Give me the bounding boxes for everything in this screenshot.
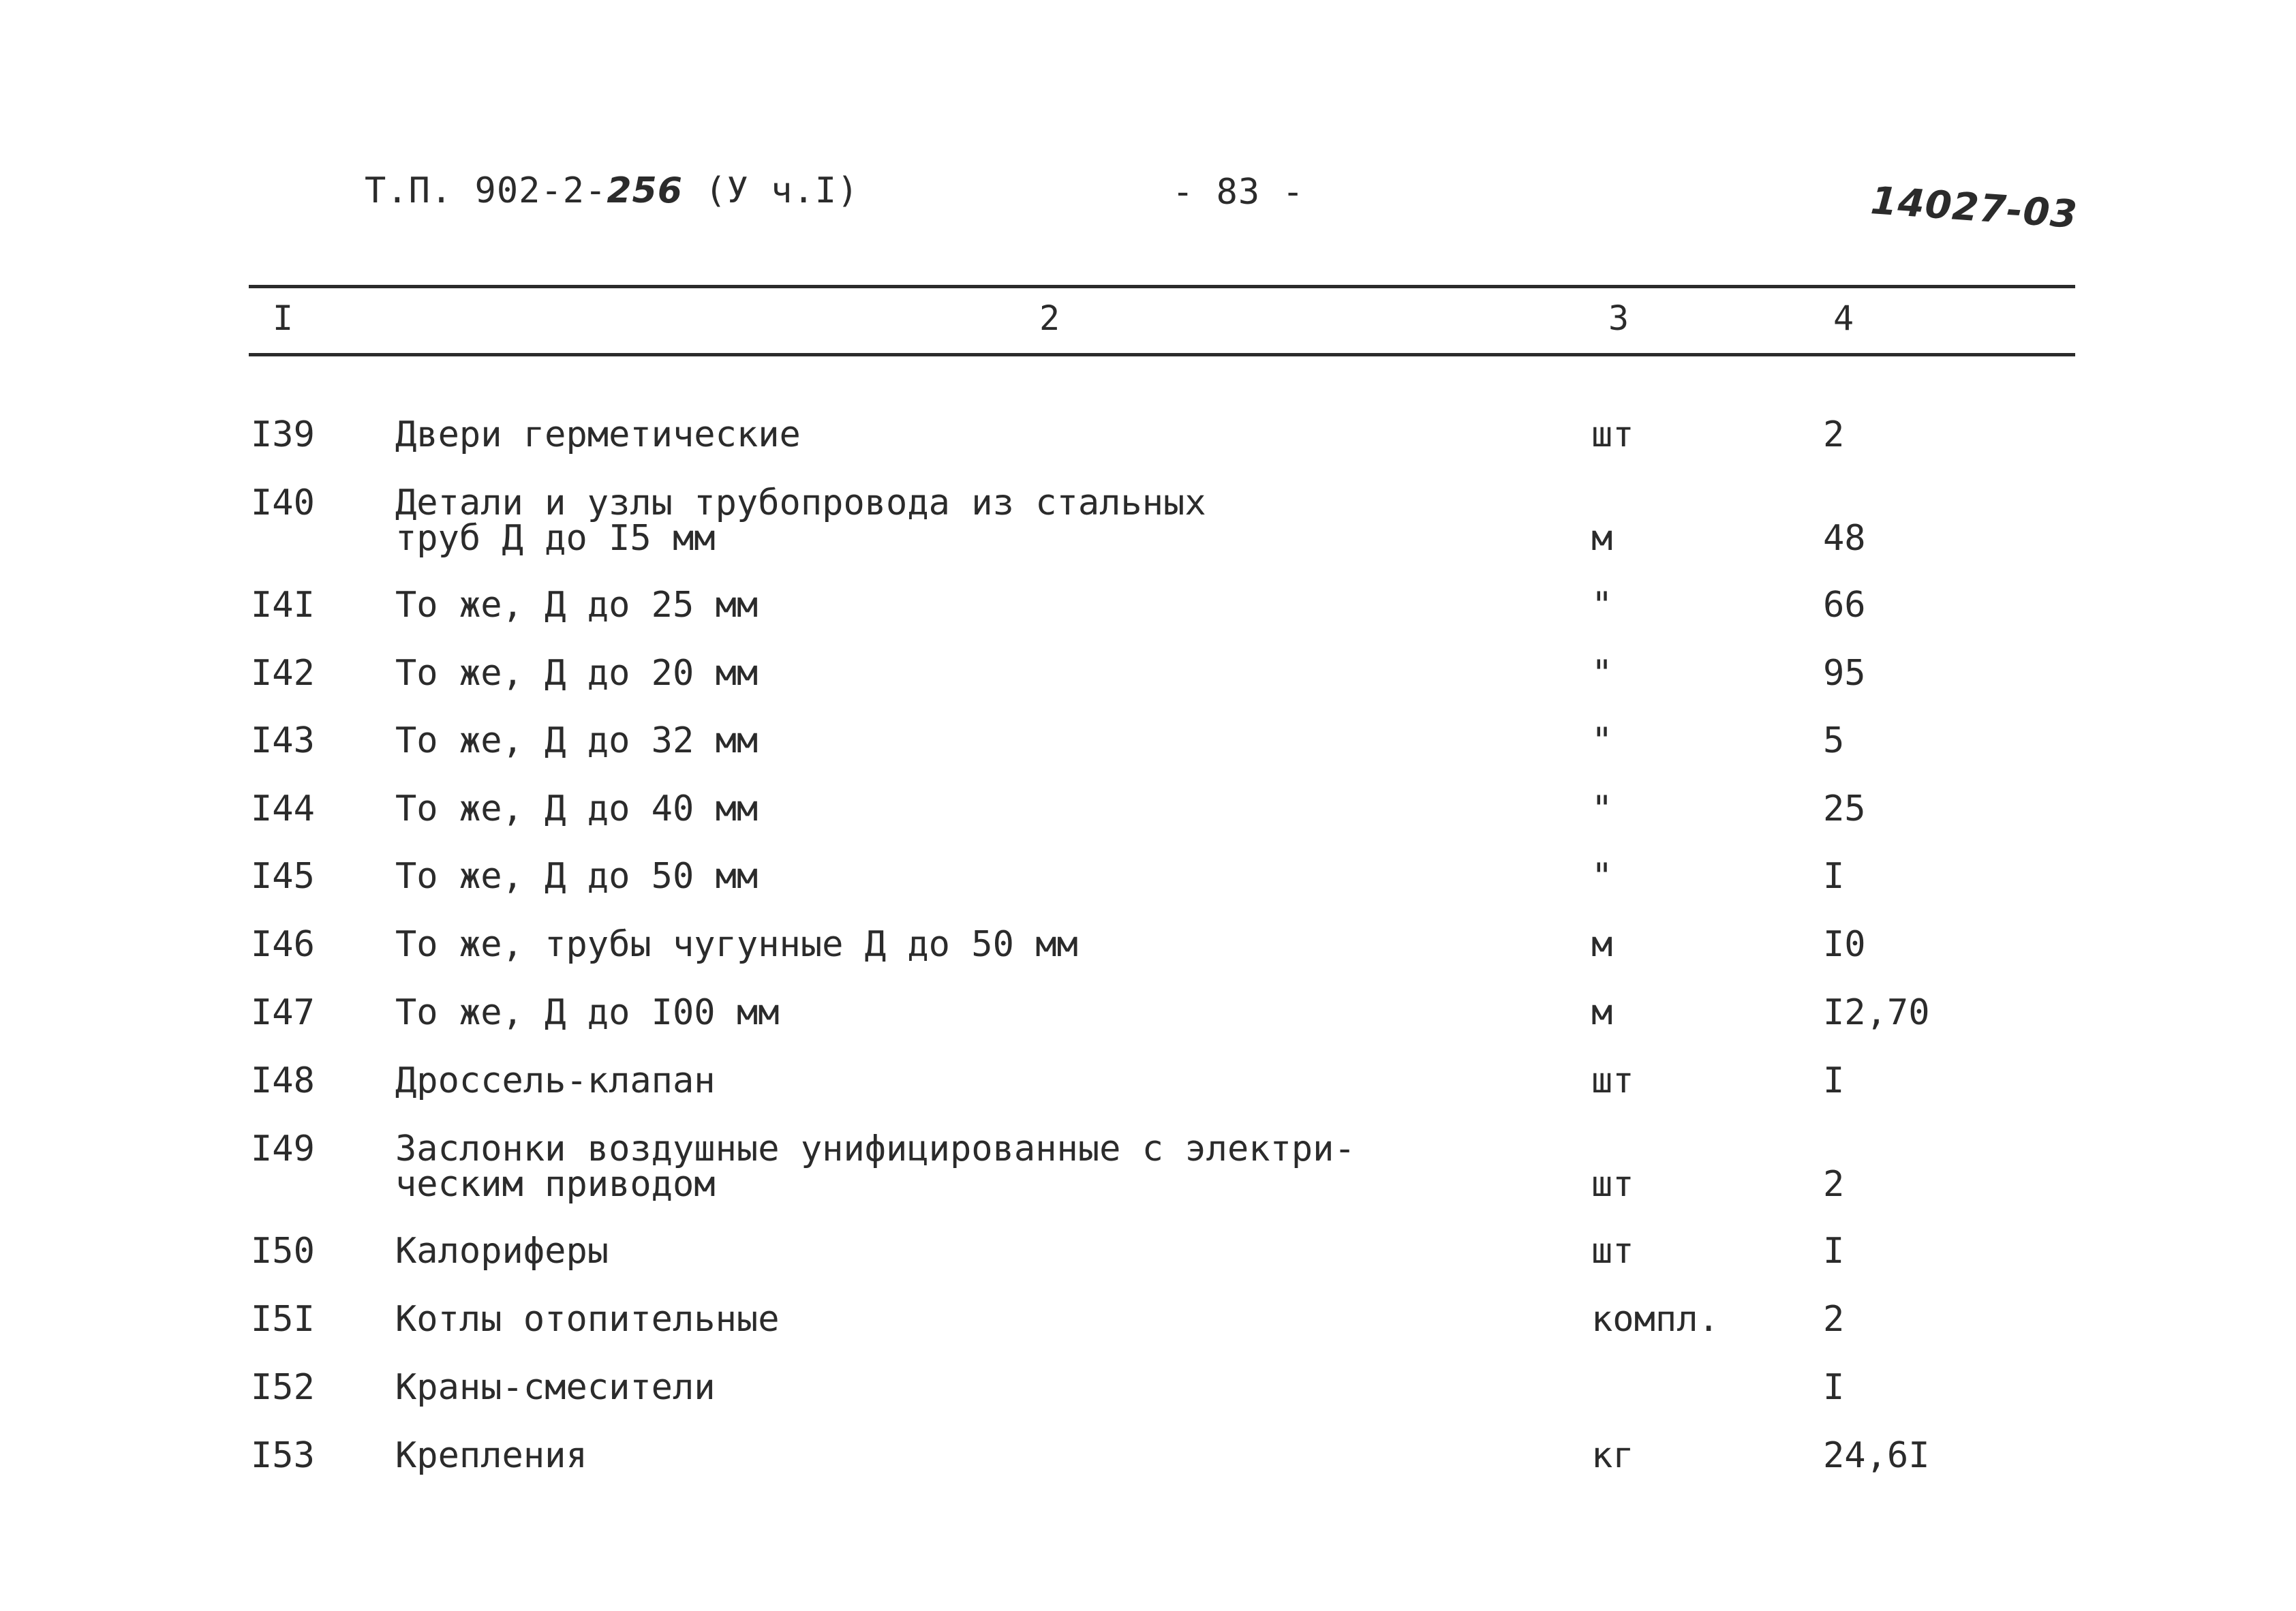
row-unit: кг <box>1591 1435 1634 1476</box>
table-top-rule <box>249 285 2075 288</box>
document-designation <box>365 170 859 211</box>
row-number: I46 <box>251 924 315 965</box>
row-number: I42 <box>251 653 315 694</box>
row-name: То же, Д до 32 мм <box>395 720 759 761</box>
row-unit: " <box>1591 720 1613 761</box>
row-number: I5I <box>251 1299 315 1340</box>
row-name: То же, Д до I00 мм <box>395 992 780 1033</box>
row-unit: компл. <box>1591 1299 1719 1340</box>
row-qty: I <box>1823 1231 1845 1272</box>
row-qty: I <box>1823 1367 1845 1408</box>
row-name: Краны-смесители <box>395 1367 716 1408</box>
row-unit: шт <box>1591 414 1634 455</box>
row-qty: 2 <box>1823 1299 1845 1340</box>
doc-suffix: (У ч.I) <box>682 170 859 211</box>
row-qty: I <box>1823 856 1845 897</box>
row-number: I40 <box>251 482 315 523</box>
row-qty: 5 <box>1823 720 1845 761</box>
row-unit: шт <box>1591 1164 1634 1205</box>
row-number: I48 <box>251 1060 315 1101</box>
row-name: Двери герметические <box>395 414 801 455</box>
row-number: I39 <box>251 414 315 455</box>
row-unit: шт <box>1591 1231 1634 1272</box>
row-name: То же, Д до 50 мм <box>395 856 759 897</box>
archive-code: 14027-03 <box>1869 179 2079 238</box>
row-name: То же, Д до 40 мм <box>395 788 759 829</box>
row-qty: 2 <box>1823 414 1845 455</box>
doc-hand-number: 256 <box>607 170 683 211</box>
table-header-rule <box>249 353 2075 356</box>
row-unit: м <box>1591 924 1613 965</box>
row-name: Котлы отопительные <box>395 1299 780 1340</box>
row-qty: I <box>1823 1060 1845 1101</box>
row-qty: 24,6I <box>1823 1435 1930 1476</box>
page-number: - 83 - <box>1172 172 1304 213</box>
row-unit: " <box>1591 585 1613 626</box>
row-name: Калориферы <box>395 1231 609 1272</box>
column-header-1: I <box>273 298 294 338</box>
row-number: I44 <box>251 788 315 829</box>
row-qty: 2 <box>1823 1164 1845 1205</box>
column-header-4: 4 <box>1833 298 1854 338</box>
row-name: То же, трубы чугунные Д до 50 мм <box>395 924 1078 965</box>
row-unit: м <box>1591 518 1613 559</box>
row-name: Крепления <box>395 1435 587 1476</box>
row-number: I47 <box>251 992 315 1033</box>
row-number: I53 <box>251 1435 315 1476</box>
row-qty: I2,70 <box>1823 992 1930 1033</box>
row-qty: 25 <box>1823 788 1866 829</box>
row-unit: " <box>1591 856 1613 897</box>
doc-prefix: Т.П. 902-2- <box>365 170 607 211</box>
row-name: Дроссель-клапан <box>395 1060 716 1101</box>
row-unit: шт <box>1591 1060 1634 1101</box>
row-qty: I0 <box>1823 924 1866 965</box>
row-name: Детали и узлы трубопровода из стальных труб Д до I5 мм <box>395 482 1206 559</box>
row-number: I4I <box>251 585 315 626</box>
row-number: I43 <box>251 720 315 761</box>
row-number: I50 <box>251 1231 315 1272</box>
row-unit: м <box>1591 992 1613 1033</box>
row-qty: 48 <box>1823 518 1866 559</box>
row-name: Заслонки воздушные унифицированные с электри- ческим приводом <box>395 1129 1356 1205</box>
row-number: I49 <box>251 1129 315 1169</box>
column-header-2: 2 <box>1039 298 1060 338</box>
row-unit: " <box>1591 653 1613 694</box>
row-number: I45 <box>251 856 315 897</box>
row-unit: " <box>1591 788 1613 829</box>
row-qty: 66 <box>1823 585 1866 626</box>
row-name: То же, Д до 20 мм <box>395 653 759 694</box>
row-name: То же, Д до 25 мм <box>395 585 759 626</box>
row-qty: 95 <box>1823 653 1866 694</box>
column-header-3: 3 <box>1608 298 1629 338</box>
row-number: I52 <box>251 1367 315 1408</box>
